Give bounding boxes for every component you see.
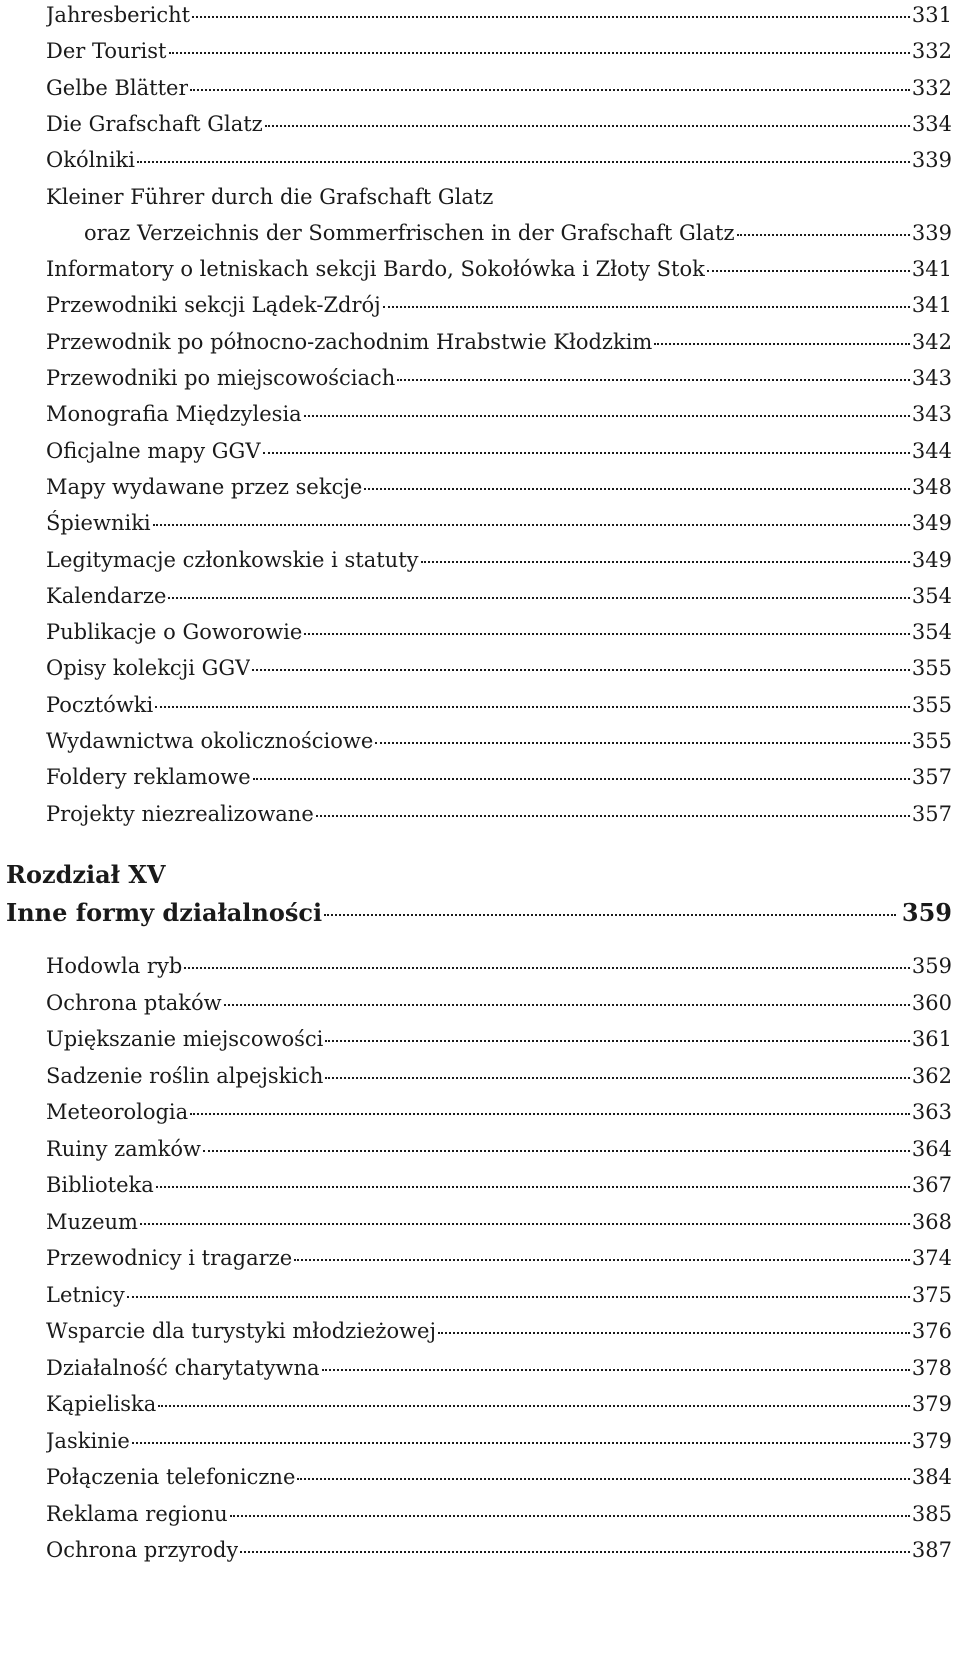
toc-entry-title: Kalendarze (46, 583, 167, 608)
toc-entry (46, 801, 952, 827)
dot-leader (203, 1150, 910, 1152)
toc-entry-title: Ochrona ptaków (46, 990, 222, 1015)
dot-leader (397, 379, 910, 381)
toc-entry (46, 1245, 952, 1271)
toc-entry (46, 692, 952, 718)
dot-leader (140, 1223, 910, 1225)
toc-entry-page: 339 (911, 148, 952, 173)
dot-leader (325, 1040, 910, 1042)
toc-entry (46, 147, 952, 173)
dot-leader (190, 89, 909, 91)
toc-entry-page: 379 (911, 1392, 952, 1416)
toc-entry-page: 354 (911, 620, 952, 645)
toc-entry-page: 331 (911, 3, 952, 27)
toc-entry-page: 361 (911, 1027, 952, 1051)
toc-entry (46, 953, 952, 979)
dot-leader (153, 524, 910, 526)
dot-leader (324, 914, 896, 916)
toc-entry-title: Wsparcie dla turystyki młodzieżowej (46, 1319, 436, 1343)
dot-leader (325, 1077, 910, 1079)
toc-entry (46, 1099, 952, 1125)
toc-entry-page: 367 (911, 1173, 952, 1197)
toc-entry-page: 376 (911, 1319, 952, 1343)
dot-leader (158, 1405, 910, 1407)
toc-entry (46, 1464, 952, 1490)
toc-entry (46, 365, 952, 391)
dot-leader (737, 234, 910, 236)
toc-entry-title: Sadzenie roślin alpejskich (46, 1063, 324, 1088)
toc-entry (46, 1063, 952, 1089)
toc-entry-page: 385 (911, 1501, 952, 1526)
toc-entry-title: Śpiewniki (46, 511, 151, 536)
toc-entry-page: 355 (911, 729, 952, 753)
dot-leader (316, 815, 910, 817)
dot-leader (654, 343, 910, 345)
toc-entry (46, 292, 952, 318)
dot-leader (252, 669, 910, 671)
toc-entry (46, 1172, 952, 1198)
dot-leader (438, 1332, 910, 1334)
toc-entry-page: 355 (911, 656, 952, 681)
dot-leader (364, 488, 910, 490)
toc-entry-page: 368 (911, 1209, 952, 1234)
toc-entry-title: Przewodnicy i tragarze (46, 1246, 293, 1270)
toc-entry-page: 344 (911, 438, 952, 463)
toc-entry-title: Połączenia telefoniczne (46, 1465, 296, 1489)
toc-entry-page: 332 (911, 39, 952, 64)
toc-entry-page: 363 (911, 1100, 952, 1124)
toc-entry-title: Pocztówki (46, 692, 154, 717)
toc-entry-title: Przewodnik po północno-zachodnim Hrabstwie Kłodzkim (46, 329, 653, 354)
dot-leader (155, 706, 910, 708)
dot-leader (375, 742, 910, 744)
toc-entry (46, 547, 952, 573)
dot-leader (156, 1186, 910, 1188)
toc-entry (46, 655, 952, 681)
dot-leader (190, 1113, 910, 1115)
dot-leader (184, 967, 910, 969)
toc-entry-page: 374 (911, 1246, 952, 1270)
toc-entry-title: Biblioteka (46, 1173, 154, 1197)
chapter-label: Rozdział XV (6, 860, 166, 889)
chapter-title: Inne formy działalności (6, 898, 323, 927)
toc-entry-page: 354 (911, 583, 952, 608)
dot-leader (168, 597, 910, 599)
toc-entry (46, 1428, 952, 1454)
toc-entry-title: Monografia Międzylesia (46, 402, 302, 427)
toc-entry (46, 1318, 952, 1344)
toc-entry-title: Oficjalne mapy GGV (46, 438, 261, 463)
toc-entry (46, 728, 952, 754)
toc-entry-title: Foldery reklamowe (46, 765, 251, 790)
toc-entry-page: 359 (911, 954, 952, 978)
toc-entry (46, 1537, 952, 1563)
chapter-page: 359 (901, 898, 952, 927)
toc-entry-page: 342 (911, 329, 952, 354)
toc-entry (46, 2, 952, 28)
toc-entry (46, 1026, 952, 1052)
toc-entry-title: Upiększanie miejscowości (46, 1027, 324, 1051)
dot-leader (294, 1259, 910, 1261)
toc-entry-page: 378 (911, 1355, 952, 1380)
toc-entry (46, 1209, 952, 1235)
toc-entry-page: 355 (911, 692, 952, 717)
toc-entry (46, 583, 952, 609)
dot-leader (265, 125, 910, 127)
toc-entry (46, 38, 952, 64)
toc-entry (46, 764, 952, 790)
toc-entry-title: Kąpieliska (46, 1392, 157, 1416)
toc-entry-title: Wydawnictwa okolicznościowe (46, 729, 374, 753)
toc-entry-title: Ochrona przyrody (46, 1538, 239, 1562)
toc-entry-title: Ruiny zamków (46, 1136, 201, 1161)
toc-entry-page: 348 (911, 474, 952, 499)
dot-leader (240, 1551, 910, 1553)
toc-entry-page: 334 (911, 111, 952, 136)
toc-entry-page: 362 (911, 1063, 952, 1088)
toc-entry (84, 220, 952, 246)
dot-leader (707, 270, 910, 272)
toc-entry-title: Działalność charytatywna (46, 1355, 320, 1380)
toc-entry-title: Der Tourist (46, 39, 167, 64)
toc-entry (46, 1501, 952, 1527)
dot-leader (421, 561, 910, 563)
toc-entry-title: Kleiner Führer durch die Grafschaft Glatz (46, 184, 494, 209)
dot-leader (263, 452, 910, 454)
toc-entry-title: Informatory o letniskach sekcji Bardo, Sokołówka i Złoty Stok (46, 257, 705, 282)
toc-entry (46, 474, 952, 500)
toc-entry (46, 75, 952, 101)
toc-entry (46, 1355, 952, 1381)
toc-entry-page: 379 (911, 1428, 952, 1453)
toc-entry-page: 341 (911, 257, 952, 282)
dot-leader (224, 1004, 910, 1006)
toc-entry-title: Jahresbericht (46, 3, 191, 27)
toc-entry-page: 364 (911, 1136, 952, 1161)
toc-entry-title: Die Grafschaft Glatz (46, 111, 263, 136)
toc-entry-page: 332 (911, 75, 952, 100)
toc-entry-page: 387 (911, 1538, 952, 1562)
dot-leader (304, 415, 910, 417)
toc-entry-page: 360 (911, 990, 952, 1015)
toc-entry-title: Przewodniki sekcji Lądek-Zdrój (46, 293, 381, 318)
toc-entry (46, 1282, 952, 1308)
toc-entry-title: Opisy kolekcji GGV (46, 656, 251, 681)
toc-entry-title: Jaskinie (46, 1428, 130, 1453)
toc-entry (46, 510, 952, 536)
toc-entry (46, 619, 952, 645)
toc-entry-page: 339 (911, 220, 952, 245)
toc-entry (46, 329, 952, 355)
dot-leader (137, 161, 910, 163)
toc-entry-page: 343 (911, 366, 952, 390)
dot-leader (192, 16, 910, 18)
toc-entry (46, 990, 952, 1016)
toc-entry-title: Muzeum (46, 1209, 138, 1234)
dot-leader (304, 633, 910, 635)
toc-entry-page: 343 (911, 402, 952, 427)
dot-leader (253, 778, 910, 780)
toc-entry-page: 349 (911, 511, 952, 536)
toc-entry-title: Reklama regionu (46, 1501, 228, 1526)
toc-entry-title: Letnicy (46, 1282, 125, 1307)
toc-entry-title: Przewodniki po miejscowościach (46, 366, 396, 390)
toc-entry-page: 357 (911, 765, 952, 790)
dot-leader (322, 1369, 910, 1371)
toc-entry-continuation: oraz Verzeichnis der Sommerfrischen in der Grafschaft Glatz (84, 220, 735, 245)
dot-leader (297, 1478, 910, 1480)
toc-entry (46, 438, 952, 464)
toc-entry-page: 341 (911, 293, 952, 318)
toc-entry-page: 384 (911, 1465, 952, 1489)
chapter-heading (6, 898, 952, 928)
dot-leader (383, 306, 910, 308)
toc-entry (46, 1391, 952, 1417)
toc-entry-title: Publikacje o Goworowie (46, 620, 303, 645)
toc-entry-title: Mapy wydawane przez sekcje (46, 474, 363, 499)
toc-entry (46, 1136, 952, 1162)
toc-entry (46, 256, 952, 282)
toc-entry-title: Okólniki (46, 148, 135, 173)
toc-entry-page: 375 (911, 1282, 952, 1307)
dot-leader (169, 52, 910, 54)
toc-entry-page: 349 (911, 547, 952, 572)
toc-entry-title: Meteorologia (46, 1100, 189, 1124)
dot-leader (132, 1442, 910, 1444)
toc-entry-title: Hodowla ryb (46, 954, 183, 978)
toc-entry-title: Legitymacje członkowskie i statuty (46, 547, 419, 572)
dot-leader (230, 1515, 910, 1517)
dot-leader (127, 1296, 910, 1298)
toc-entry (46, 401, 952, 427)
toc-entry-page: 357 (911, 801, 952, 826)
toc-entry-title: Gelbe Blätter (46, 75, 189, 100)
toc-entry (46, 111, 952, 137)
toc-entry-title: Projekty niezrealizowane (46, 801, 314, 826)
